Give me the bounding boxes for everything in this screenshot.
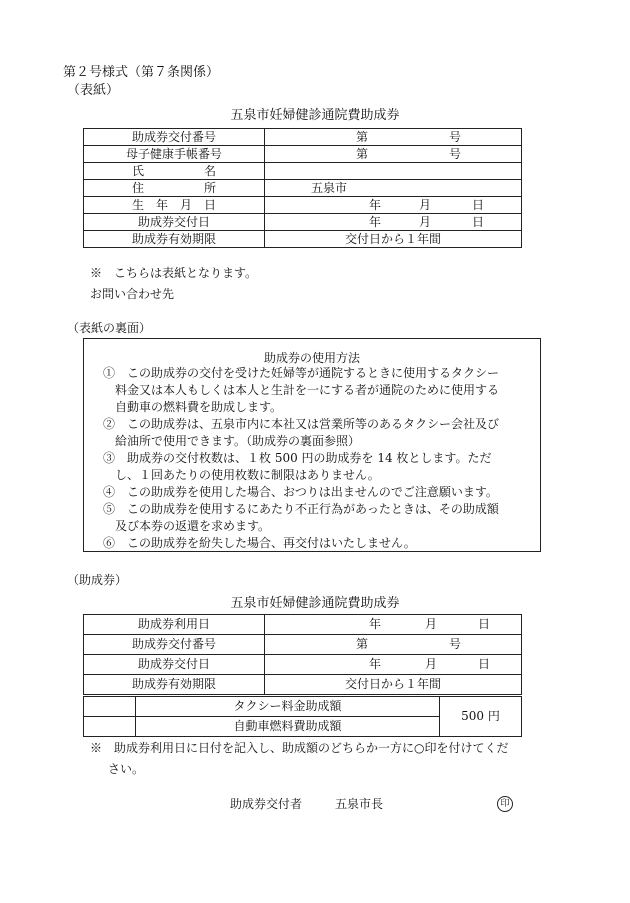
row-address bbox=[84, 180, 522, 197]
circle-mark-cell-taxi[interactable] bbox=[84, 697, 136, 717]
label-name: 氏 名 bbox=[84, 163, 265, 180]
amount-cell: 500 円 bbox=[440, 697, 522, 737]
usage-line: 料金又は本人もしくは本人と生計を一にする者が通院のために使用する bbox=[115, 383, 500, 397]
usage-line: ⑥ この助成券を紛失した場合、再交付はいたしません。 bbox=[103, 536, 416, 550]
label-ticket-expiry: 助成券有効期限 bbox=[84, 675, 265, 695]
row-handbook-number bbox=[84, 146, 522, 163]
row-ticket-issue-number bbox=[84, 635, 522, 655]
usage-line: ⑤ この助成券を使用するにあたり不正行為があったときは、その助成額 bbox=[103, 502, 499, 516]
usage-title: 助成券の使用方法 bbox=[263, 351, 360, 365]
field-ticket-issue-number[interactable]: 第 号 bbox=[265, 635, 522, 655]
ticket-note-line1: ※ 助成券利用日に日付を記入し、助成額のどちらか一方に○印を付けてくだ bbox=[90, 741, 509, 755]
amount-option-table bbox=[83, 696, 522, 737]
row-issue-date bbox=[84, 214, 522, 231]
usage-instructions-box bbox=[83, 338, 541, 552]
field-handbook-number[interactable]: 第 号 bbox=[265, 146, 522, 163]
row-birthdate bbox=[84, 197, 522, 214]
label-birthdate: 生 年 月 日 bbox=[84, 197, 265, 214]
row-ticket-expiry bbox=[84, 675, 522, 695]
field-expiry: 交付日から１年間 bbox=[265, 231, 522, 248]
usage-line: 及び本券の返還を求めます。 bbox=[115, 519, 271, 533]
row-ticket-issue-date bbox=[84, 655, 522, 675]
ticket-title: 五泉市妊婦健診通院費助成券 bbox=[230, 596, 400, 611]
section-back-label: （表紙の裏面） bbox=[67, 321, 152, 335]
contact-label: お問い合わせ先 bbox=[90, 287, 175, 301]
cover-info-table bbox=[83, 128, 522, 248]
issuer-label: 助成券交付者 bbox=[230, 797, 303, 811]
field-name[interactable] bbox=[265, 163, 522, 180]
field-ticket-expiry: 交付日から１年間 bbox=[265, 675, 522, 695]
ticket-note-line2: さい。 bbox=[108, 762, 145, 776]
section-cover-label: （表紙） bbox=[67, 83, 120, 98]
field-ticket-issue-date[interactable]: 年 月 日 bbox=[265, 655, 522, 675]
option-fuel-cost[interactable]: 自動車燃料費助成額 bbox=[136, 717, 440, 737]
field-use-date[interactable]: 年 月 日 bbox=[265, 615, 522, 635]
ticket-table bbox=[83, 614, 522, 695]
form-number: 第２号様式（第７条関係） bbox=[63, 65, 220, 80]
seal-mark: 印 bbox=[497, 796, 513, 812]
label-ticket-number: 助成券交付番号 bbox=[84, 129, 265, 146]
row-expiry bbox=[84, 231, 522, 248]
section-ticket-label: （助成券） bbox=[67, 573, 128, 587]
label-address: 住 所 bbox=[84, 180, 265, 197]
circle-mark-cell-fuel[interactable] bbox=[84, 717, 136, 737]
label-expiry: 助成券有効期限 bbox=[84, 231, 265, 248]
usage-line: 自動車の燃料費を助成します。 bbox=[115, 400, 283, 414]
label-ticket-issue-date: 助成券交付日 bbox=[84, 655, 265, 675]
field-issue-date[interactable]: 年 月 日 bbox=[265, 214, 522, 231]
label-ticket-issue-number: 助成券交付番号 bbox=[84, 635, 265, 655]
usage-line: ① この助成券の交付を受けた妊婦等が通院するときに使用するタクシー bbox=[103, 366, 500, 380]
option-taxi-fare[interactable]: タクシー料金助成額 bbox=[136, 697, 440, 717]
issuer-name: 五泉市長 bbox=[335, 797, 384, 811]
usage-line: ④ この助成券を使用した場合、おつりは出ませんのでご注意願います。 bbox=[103, 485, 498, 499]
label-issue-date: 助成券交付日 bbox=[84, 214, 265, 231]
usage-line: ② この助成券は、五泉市内に本社又は営業所等のあるタクシー会社及び bbox=[103, 417, 500, 431]
row-use-date bbox=[84, 615, 522, 635]
page-title: 五泉市妊婦健診通院費助成券 bbox=[230, 108, 400, 123]
usage-line: 給油所で使用できます。（助成券の裏面参照） bbox=[115, 434, 361, 448]
usage-line: ③ 助成券の交付枚数は、１枚 500 円の助成券を 14 枚とします。ただ bbox=[103, 451, 492, 465]
label-use-date: 助成券利用日 bbox=[84, 615, 265, 635]
field-ticket-number[interactable]: 第 号 bbox=[265, 129, 522, 146]
row-ticket-number bbox=[84, 129, 522, 146]
usage-line: し、１回あたりの使用枚数に制限はありません。 bbox=[115, 468, 380, 482]
field-address[interactable]: 五泉市 bbox=[265, 180, 522, 197]
row-name bbox=[84, 163, 522, 180]
cover-note: ※ こちらは表紙となります。 bbox=[90, 266, 258, 280]
label-handbook-number: 母子健康手帳番号 bbox=[84, 146, 265, 163]
field-birthdate[interactable]: 年 月 日 bbox=[265, 197, 522, 214]
